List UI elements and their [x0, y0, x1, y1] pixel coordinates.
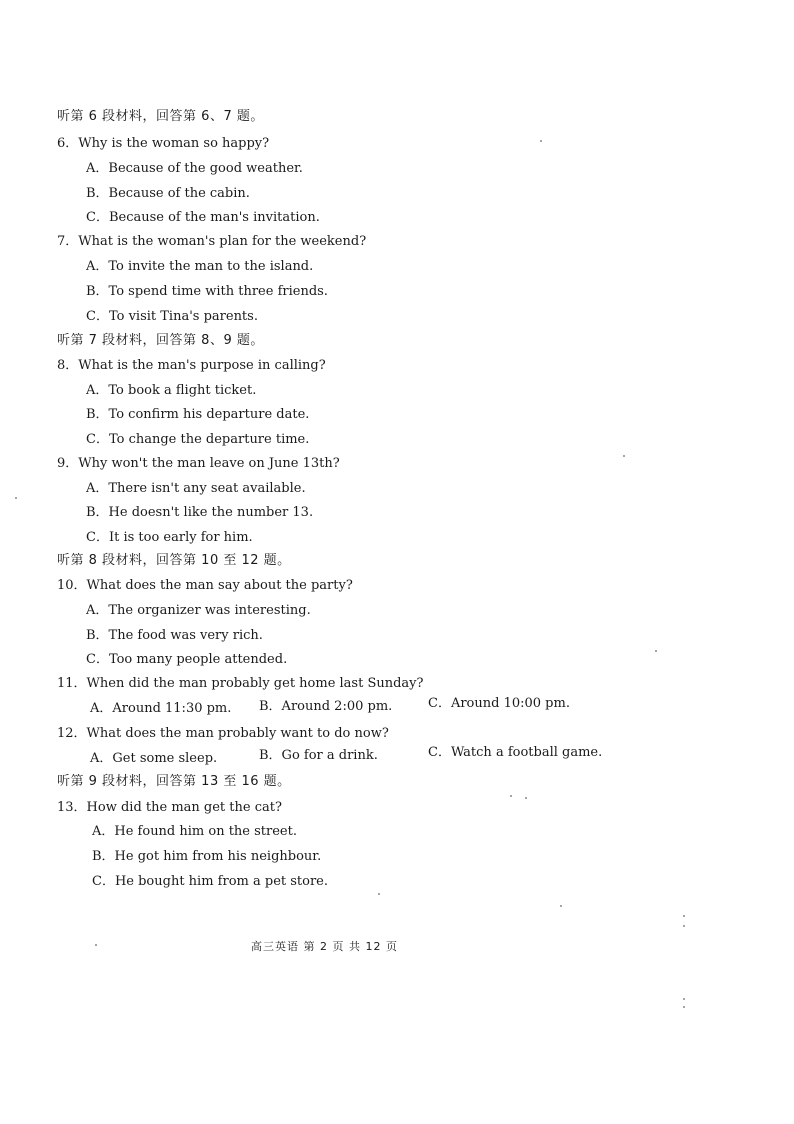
section-heading-6: 听第 6 段材料，回答第 6、7 题。 — [57, 109, 264, 124]
question-9-option-c: C．It is too early for him. — [86, 530, 253, 545]
scan-speck — [683, 915, 685, 917]
question-13-stem: 13．How did the man get the cat? — [57, 800, 282, 815]
question-8-option-c: C．To change the departure time. — [86, 432, 310, 447]
question-12-option-b: B．Go for a drink. — [259, 748, 378, 763]
question-12-stem: 12．What does the man probably want to do now? — [57, 726, 389, 741]
question-9-stem: 9．Why won't the man leave on June 13th? — [57, 456, 340, 471]
question-10-option-b: B．The food was very rich. — [86, 628, 263, 643]
question-11-option-b: B．Around 2:00 pm. — [259, 699, 393, 714]
question-9-option-b: B．He doesn't like the number 13. — [86, 505, 314, 520]
question-6-option-c: C．Because of the man's invitation. — [86, 210, 320, 225]
question-13-option-c: C．He bought him from a pet store. — [92, 874, 328, 889]
question-6-stem: 6．Why is the woman so happy? — [57, 136, 270, 151]
question-8-stem: 8．What is the man's purpose in calling? — [57, 358, 326, 373]
section-heading-9: 听第 9 段材料，回答第 13 至 16 题。 — [57, 774, 291, 789]
scan-speck — [378, 893, 380, 895]
question-10-option-c: C．Too many people attended. — [86, 652, 288, 667]
scan-speck — [683, 925, 685, 927]
question-12-option-a: A．Get some sleep. — [90, 751, 218, 766]
scan-speck — [560, 905, 562, 907]
scan-speck — [655, 650, 657, 652]
question-13-option-a: A．He found him on the street. — [92, 824, 297, 839]
question-7-option-c: C．To visit Tina's parents. — [86, 309, 258, 324]
question-7-stem: 7．What is the woman's plan for the weekend? — [57, 234, 367, 249]
scan-speck — [540, 140, 542, 142]
scan-speck — [510, 795, 512, 797]
scan-speck — [525, 797, 527, 799]
section-heading-7: 听第 7 段材料，回答第 8、9 题。 — [57, 333, 264, 348]
question-10-option-a: A．The organizer was interesting. — [86, 603, 311, 618]
scan-speck — [95, 944, 97, 946]
question-7-option-b: B．To spend time with three friends. — [86, 284, 328, 299]
section-heading-8: 听第 8 段材料，回答第 10 至 12 题。 — [57, 553, 291, 568]
scan-speck — [15, 497, 17, 499]
page-footer: 高三英语 第 2 页 共 12 页 — [251, 940, 398, 953]
question-6-option-b: B．Because of the cabin. — [86, 186, 250, 201]
question-8-option-a: A．To book a flight ticket. — [86, 383, 257, 398]
question-13-option-b: B．He got him from his neighbour. — [92, 849, 322, 864]
scan-speck — [623, 455, 625, 457]
question-12-option-c: C．Watch a football game. — [428, 745, 603, 760]
question-10-stem: 10．What does the man say about the party? — [57, 578, 353, 593]
question-11-option-c: C．Around 10:00 pm. — [428, 696, 570, 711]
question-6-option-a: A．Because of the good weather. — [86, 161, 303, 176]
question-11-stem: 11．When did the man probably get home last Sunday? — [57, 676, 424, 691]
question-8-option-b: B．To confirm his departure date. — [86, 407, 310, 422]
question-11-option-a: A．Around 11:30 pm. — [90, 701, 232, 716]
question-9-option-a: A．There isn't any seat available. — [86, 481, 306, 496]
question-7-option-a: A．To invite the man to the island. — [86, 259, 314, 274]
scan-speck — [683, 998, 685, 1000]
scan-speck — [683, 1006, 685, 1008]
